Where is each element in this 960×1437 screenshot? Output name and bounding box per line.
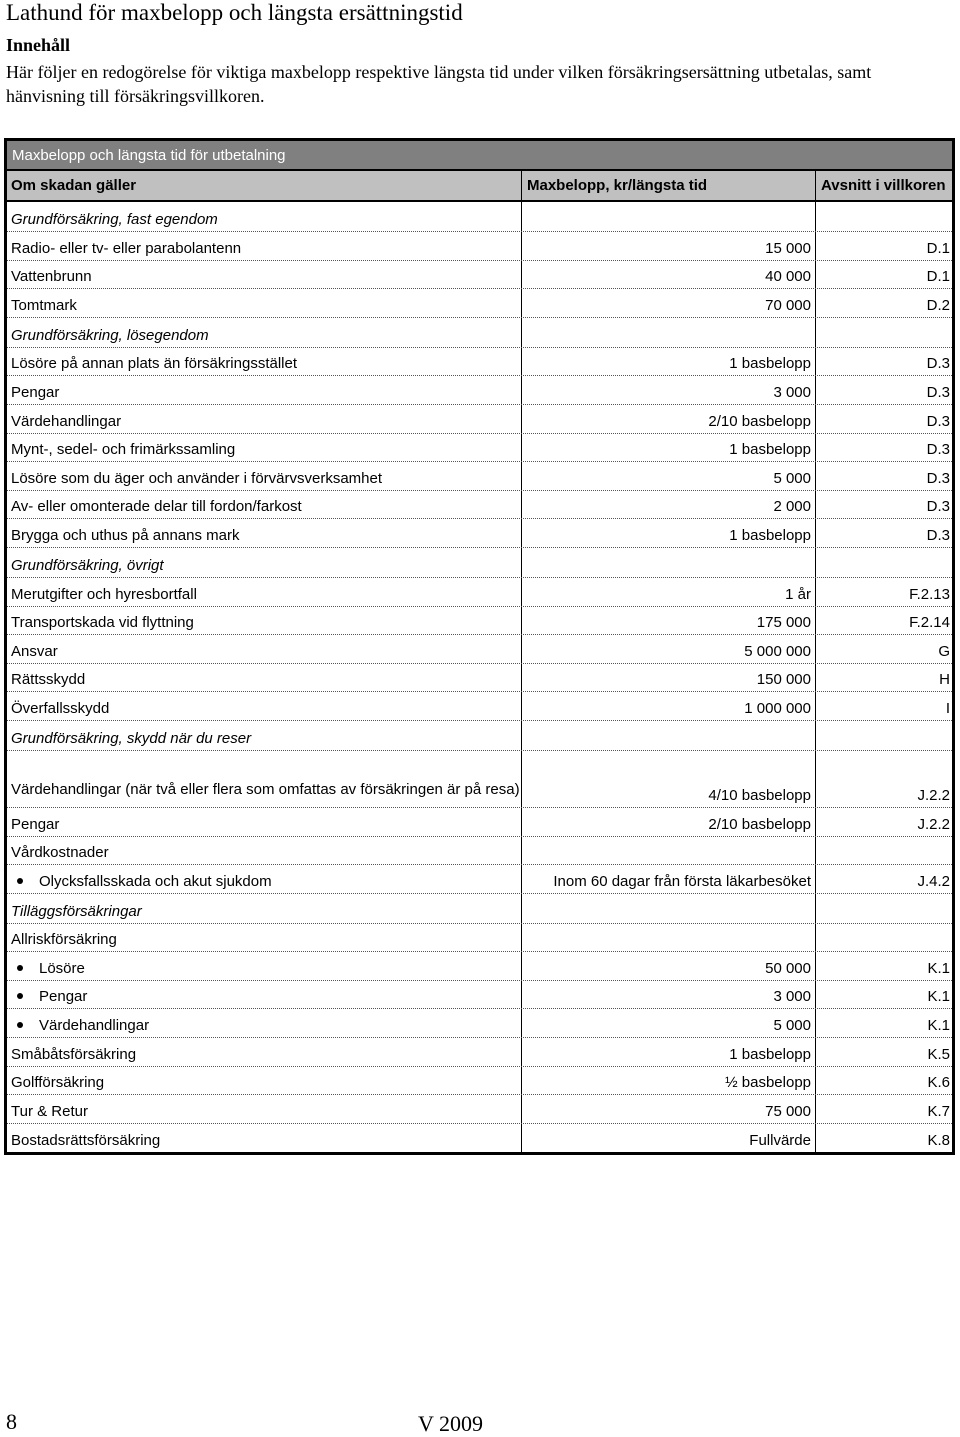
row-amount: 2/10 basbelopp (708, 815, 811, 833)
row-section-cell (816, 548, 952, 577)
table-row (7, 751, 952, 808)
row-amount-cell (522, 981, 816, 1009)
row-amount: 1 000 000 (744, 699, 811, 717)
table-row (7, 405, 952, 434)
row-amount-cell (522, 808, 816, 836)
row-label-cell (7, 289, 522, 317)
row-amount-cell (522, 837, 816, 865)
row-amount-cell (522, 548, 816, 577)
row-section-cell (816, 405, 952, 433)
row-label-cell (7, 1095, 522, 1123)
row-amount-cell (522, 635, 816, 663)
row-section-cell (816, 894, 952, 923)
row-label-cell (7, 981, 522, 1009)
row-amount-cell (522, 519, 816, 547)
row-amount: Inom 60 dagar från första läkarbesöket (553, 872, 811, 890)
table-row (7, 376, 952, 405)
row-amount-cell (522, 692, 816, 720)
row-label-cell (7, 952, 522, 980)
row-section: H (939, 671, 950, 689)
row-section-cell (816, 924, 952, 952)
row-label: Mynt-, sedel- och frimärkssamling (11, 441, 236, 459)
table-row (7, 1038, 952, 1067)
header-max-amount: Maxbelopp, kr/längsta tid (522, 171, 816, 200)
table-header-row (7, 171, 952, 202)
table-row (7, 1124, 952, 1153)
row-section-cell (816, 1095, 952, 1123)
row-amount: 50 000 (765, 959, 811, 977)
row-amount-cell (522, 405, 816, 433)
row-label: Transportskada vid flyttning (11, 614, 194, 632)
row-label: Bostadsrättsförsäkring (11, 1132, 161, 1150)
row-section: K.5 (927, 1045, 950, 1063)
row-label-cell (7, 1124, 522, 1153)
row-section-cell (816, 981, 952, 1009)
row-section-cell (816, 318, 952, 347)
table-row (7, 519, 952, 548)
row-section-cell (816, 1038, 952, 1066)
row-label: Pengar (11, 815, 60, 833)
table-section-row (7, 548, 952, 578)
row-section: D.3 (926, 355, 950, 373)
row-section-cell (816, 692, 952, 720)
row-amount: 150 000 (756, 671, 811, 689)
row-section: D.1 (926, 268, 950, 286)
row-section-cell (816, 865, 952, 893)
table-row (7, 578, 952, 607)
row-label-cell (7, 1038, 522, 1066)
row-section-cell (816, 578, 952, 606)
row-label: Golfförsäkring (11, 1074, 105, 1092)
row-section-cell (816, 232, 952, 260)
row-label: Tilläggsförsäkringar (11, 902, 142, 920)
row-label: Grundförsäkring, övrigt (11, 556, 164, 574)
row-section-cell (816, 289, 952, 317)
row-section: D.3 (926, 441, 950, 459)
table-row (7, 952, 952, 981)
row-label: Pengar (39, 988, 88, 1006)
row-section-cell (816, 952, 952, 980)
row-section-cell (816, 202, 952, 231)
row-section-cell (816, 607, 952, 635)
row-section: J.4.2 (917, 872, 950, 890)
row-amount: Fullvärde (749, 1132, 811, 1150)
row-section: I (945, 699, 950, 717)
row-section: D.2 (926, 296, 950, 314)
row-section: K.1 (927, 1017, 950, 1035)
row-amount-cell (522, 865, 816, 893)
row-label-cell (7, 261, 522, 289)
table-section-row (7, 721, 952, 751)
row-label-cell (7, 318, 522, 347)
row-label-cell (7, 348, 522, 376)
row-label-cell (7, 1067, 522, 1095)
table-section-row (7, 318, 952, 348)
row-label: Grundförsäkring, lösegendom (11, 326, 209, 344)
row-amount-cell (522, 462, 816, 490)
row-amount-cell (522, 491, 816, 519)
row-amount-cell (522, 318, 816, 347)
row-label: Tomtmark (11, 296, 77, 314)
row-label-cell (7, 491, 522, 519)
max-amount-table (4, 138, 955, 1155)
row-amount-cell (522, 289, 816, 317)
row-label-cell (7, 548, 522, 577)
row-section: K.1 (927, 959, 950, 977)
row-section: D.3 (926, 412, 950, 430)
row-label: Lösöre på annan plats än försäkringsstället (11, 355, 298, 373)
table-row (7, 289, 952, 318)
row-label: Småbåtsförsäkring (11, 1045, 137, 1063)
table-section-row (7, 202, 952, 232)
row-amount: 175 000 (756, 614, 811, 632)
row-amount: 5 000 (773, 469, 811, 487)
row-section-cell (816, 434, 952, 462)
row-section: K.1 (927, 988, 950, 1006)
row-amount-cell (522, 1009, 816, 1037)
row-amount: 5 000 000 (744, 642, 811, 660)
row-amount-cell (522, 348, 816, 376)
row-label-cell (7, 721, 522, 750)
row-amount-cell (522, 376, 816, 404)
row-section: D.3 (926, 498, 950, 516)
row-section-cell (816, 519, 952, 547)
row-label: Pengar (11, 383, 60, 401)
table-row (7, 491, 952, 520)
row-label: Allriskförsäkring (11, 931, 117, 949)
row-section: F.2.14 (909, 614, 950, 632)
row-label: Värdehandlingar (39, 1017, 150, 1035)
row-label: Grundförsäkring, fast egendom (11, 211, 218, 228)
row-section-cell (816, 376, 952, 404)
row-amount: 70 000 (765, 296, 811, 314)
row-amount-cell (522, 434, 816, 462)
row-amount: 2/10 basbelopp (708, 412, 811, 430)
row-section-cell (816, 348, 952, 376)
row-section: K.6 (927, 1074, 950, 1092)
row-label: Olycksfallsskada och akut sjukdom (39, 872, 272, 890)
row-label-cell (7, 376, 522, 404)
table-row (7, 1095, 952, 1124)
row-amount-cell (522, 1124, 816, 1153)
row-amount-cell (522, 578, 816, 606)
row-amount: 1 basbelopp (729, 1045, 811, 1063)
row-label: Värdehandlingar (när två eller flera som omfattas av försäkringen är på resa) (11, 780, 520, 798)
table-row (7, 808, 952, 837)
row-label: Av- eller omonterade delar till fordon/farkost (11, 498, 302, 516)
row-section: K.7 (927, 1102, 950, 1120)
row-label: Ansvar (11, 642, 58, 660)
row-label-cell (7, 664, 522, 692)
row-section: J.2.2 (917, 815, 950, 833)
row-amount: 1 basbelopp (729, 441, 811, 459)
table-row (7, 837, 952, 866)
row-label: Grundförsäkring, skydd när du reser (11, 729, 252, 747)
table-section-row (7, 894, 952, 924)
version-label: V 2009 (418, 1411, 483, 1436)
row-label-cell (7, 232, 522, 260)
row-section-cell (816, 837, 952, 865)
row-label-cell (7, 865, 522, 893)
bullet-icon (17, 878, 23, 884)
bullet-icon (17, 1022, 23, 1028)
row-label-cell (7, 1009, 522, 1037)
row-amount: ½ basbelopp (725, 1074, 811, 1092)
row-amount: 1 basbelopp (729, 526, 811, 544)
row-amount: 2 000 (773, 498, 811, 516)
row-amount-cell (522, 952, 816, 980)
table-row (7, 348, 952, 377)
row-amount-cell (522, 202, 816, 231)
row-section-cell (816, 491, 952, 519)
row-label: Tur & Retur (11, 1102, 88, 1120)
row-section-cell (816, 751, 952, 807)
intro-paragraph: Här följer en redogörelse för viktiga maxbelopp respektive längsta tid under vilken försäkringsersättning utbetalas, samt hänvisning till försäkringsvillkoren. (6, 62, 872, 106)
row-amount: 3 000 (773, 383, 811, 401)
row-label: Vattenbrunn (11, 268, 92, 286)
row-amount: 3 000 (773, 988, 811, 1006)
row-label-cell (7, 578, 522, 606)
table-row (7, 664, 952, 693)
row-label-cell (7, 924, 522, 952)
contents-heading: Innehåll (6, 35, 71, 55)
row-amount-cell (522, 261, 816, 289)
row-amount-cell (522, 751, 816, 807)
row-label-cell (7, 519, 522, 547)
row-label-cell (7, 607, 522, 635)
row-amount-cell (522, 1067, 816, 1095)
table-row (7, 462, 952, 491)
page-number: 8 (6, 1409, 17, 1434)
table-row (7, 434, 952, 463)
row-label: Merutgifter och hyresbortfall (11, 585, 197, 603)
table-row (7, 1009, 952, 1038)
table-row (7, 232, 952, 261)
row-label-cell (7, 751, 522, 807)
row-label-cell (7, 405, 522, 433)
table-body (7, 202, 952, 1152)
row-section-cell (816, 721, 952, 750)
row-section: J.2.2 (917, 786, 950, 804)
row-amount: 5 000 (773, 1017, 811, 1035)
table-row (7, 261, 952, 290)
row-label: Lösöre (39, 959, 85, 977)
row-label-cell (7, 434, 522, 462)
row-amount-cell (522, 924, 816, 952)
row-label-cell (7, 837, 522, 865)
row-amount: 4/10 basbelopp (708, 786, 811, 804)
row-label-cell (7, 462, 522, 490)
row-amount: 40 000 (765, 268, 811, 286)
row-label: Rättsskydd (11, 671, 86, 689)
row-section: F.2.13 (909, 585, 950, 603)
row-section: D.3 (926, 526, 950, 544)
table-row (7, 981, 952, 1010)
document-title: Lathund för maxbelopp och längsta ersättningstid (6, 0, 463, 25)
row-amount-cell (522, 232, 816, 260)
table-row (7, 865, 952, 894)
row-label: Värdehandlingar (11, 412, 122, 430)
row-label: Vårdkostnader (11, 844, 109, 862)
bullet-icon (17, 965, 23, 971)
row-amount-cell (522, 1095, 816, 1123)
row-amount-cell (522, 894, 816, 923)
row-section-cell (816, 635, 952, 663)
row-amount: 1 år (785, 585, 811, 603)
row-section-cell (816, 664, 952, 692)
row-label-cell (7, 808, 522, 836)
row-amount-cell (522, 664, 816, 692)
row-amount-cell (522, 721, 816, 750)
row-label-cell (7, 635, 522, 663)
row-label-cell (7, 692, 522, 720)
row-section: D.3 (926, 383, 950, 401)
row-section-cell (816, 1124, 952, 1153)
row-amount-cell (522, 1038, 816, 1066)
row-amount: 75 000 (765, 1102, 811, 1120)
row-section: G (938, 642, 950, 660)
header-damage-type: Om skadan gäller (7, 171, 522, 200)
row-amount-cell (522, 607, 816, 635)
row-section-cell (816, 261, 952, 289)
row-label-cell (7, 894, 522, 923)
row-label-cell (7, 202, 522, 231)
row-amount: 1 basbelopp (729, 355, 811, 373)
row-label: Radio- eller tv- eller parabolantenn (11, 239, 242, 257)
row-section: K.8 (927, 1132, 950, 1150)
row-section: D.3 (926, 469, 950, 487)
row-amount: 15 000 (765, 239, 811, 257)
row-section-cell (816, 1009, 952, 1037)
bullet-icon (17, 993, 23, 999)
row-label: Överfallsskydd (11, 699, 110, 717)
table-title: Maxbelopp och längsta tid för utbetalning (7, 141, 952, 171)
row-section: D.1 (926, 239, 950, 257)
table-row (7, 635, 952, 664)
table-row (7, 924, 952, 953)
table-row (7, 692, 952, 721)
row-section-cell (816, 1067, 952, 1095)
row-section-cell (816, 808, 952, 836)
row-section-cell (816, 462, 952, 490)
row-label: Brygga och uthus på annans mark (11, 526, 240, 544)
header-terms-section: Avsnitt i villkoren (821, 177, 946, 194)
table-row (7, 1067, 952, 1096)
row-label: Lösöre som du äger och använder i förvärvsverksamhet (11, 469, 383, 487)
table-row (7, 607, 952, 636)
